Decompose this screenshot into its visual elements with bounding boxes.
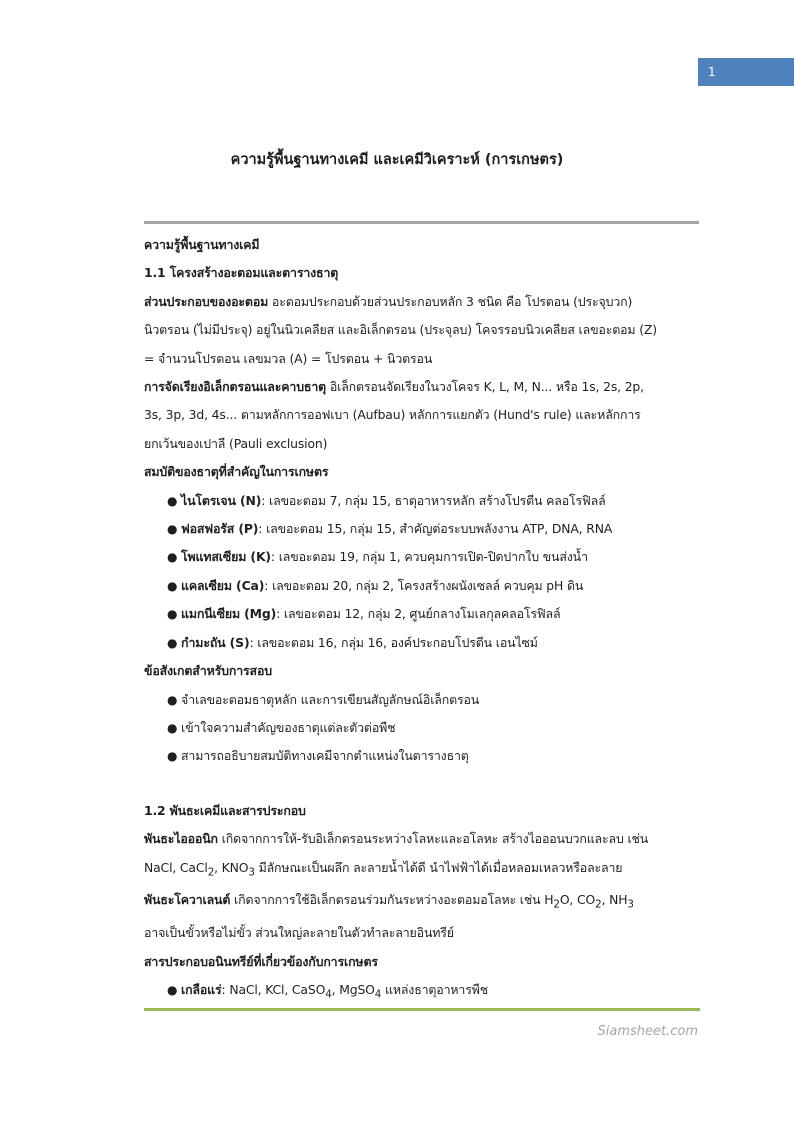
page-number-badge [698, 58, 794, 86]
term-label: ส่วนประกอบของอะตอม [144, 293, 269, 309]
subsection-heading-1-2: 1.2 พันธะเคมีและสารประกอบ [144, 802, 306, 818]
list-item: ● ไนโตรเจน (N): เลขอะตอม 7, กลุ่ม 15, ธาตุอาหารหลัก สร้างโปรตีน คลอโรฟิลล์ [144, 487, 704, 515]
document-title: ความรู้พื้นฐานทางเคมี และเคมีวิเคราะห์ (การเกษตร) [230, 152, 564, 168]
bullet-icon: ● [167, 607, 178, 622]
list-item: ● โพแทสเซียม (K): เลขอะตอม 19, กลุ่ม 1, ควบคุมการเปิด-ปิดปากใบ ขนส่งน้ำ [144, 543, 704, 571]
document-body [144, 231, 704, 1009]
list-item: ● เข้าใจความสำคัญของธาตุแต่ละตัวต่อพืช [144, 714, 704, 742]
covalent-bond-paragraph: พันธะโควาเลนต์ เกิดจากการใช้อิเล็กตรอนร่วมกันระหว่างอะตอมอโลหะ เช่น $H_2O$, $CO_2$, $NH_3$ อาจเป็นขั้วหรือไม่ขั้ว ส่วนใหญ่ละลายในตัวทำละลายอินทรีย์ [144, 892, 634, 941]
exam-notes-list [144, 686, 704, 771]
bullet-icon: ● [167, 635, 178, 650]
term-label: พันธะโควาเลนต์ [144, 892, 231, 908]
electron-configuration-paragraph: การจัดเรียงอิเล็กตรอนและคาบธาตุ อิเล็กตรอนจัดเรียงในวงโคจร K, L, M, N... หรือ 1s, 2s, 2p, 3s, 3p, 3d, 4s... ตามหลักการออฟเบา (Aufbau) หลักการแยกตัว (Hund's rule) และหลักการ ยกเว้นของเปาลี (Pauli exclusion) [144, 379, 644, 451]
bullet-icon: ● [167, 749, 178, 764]
elements-heading: สมบัติของธาตุที่สำคัญในการเกษตร [144, 464, 329, 480]
inorganic-compounds-heading: สารประกอบอนินทรีย์ที่เกี่ยวข้องกับการเกษตร [144, 953, 378, 969]
term-label: พันธะไอออนิก [144, 831, 218, 847]
elements-list [144, 487, 704, 657]
footer-divider [144, 1008, 700, 1011]
list-item: ● แคลเซียม (Ca): เลขอะตอม 20, กลุ่ม 2, โครงสร้างผนังเซลล์ ควบคุม pH ดิน [144, 572, 704, 600]
title-divider [144, 221, 699, 224]
bullet-icon: ● [167, 578, 178, 593]
list-item: ● แมกนีเซียม (Mg): เลขอะตอม 12, กลุ่ม 2, ศูนย์กลางโมเลกุลคลอโรฟิลล์ [144, 600, 704, 628]
list-item: ● กำมะถัน (S): เลขอะตอม 16, กลุ่ม 16, องค์ประกอบโปรตีน เอนไซม์ [144, 629, 704, 657]
list-item: ● ฟอสฟอรัส (P): เลขอะตอม 15, กลุ่ม 15, สำคัญต่อระบบพลังงาน ATP, DNA, RNA [144, 515, 704, 543]
bullet-icon: ● [167, 493, 178, 508]
bullet-icon: ● [167, 720, 178, 735]
inorganic-compounds-list [144, 976, 704, 1009]
section-spacer [144, 771, 704, 797]
bullet-icon: ● [167, 983, 178, 998]
section-heading: ความรู้พื้นฐานทางเคมี [144, 237, 260, 252]
list-item: ● จำเลขอะตอมธาตุหลัก และการเขียนสัญลักษณ์อิเล็กตรอน [144, 686, 704, 714]
page-number: 1 [708, 65, 716, 79]
bullet-icon: ● [167, 522, 178, 537]
subsection-heading-1-1: 1.1 โครงสร้างอะตอมและตารางธาตุ [144, 265, 339, 281]
list-item: ● เกลือแร่: NaCl, KCl, CaSO$_4$, MgSO$_4$ แหล่งธาตุอาหารพืช [144, 976, 704, 1009]
bullet-icon: ● [167, 550, 178, 565]
atom-components-paragraph: ส่วนประกอบของอะตอม อะตอมประกอบด้วยส่วนประกอบหลัก 3 ชนิด คือ โปรตอน (ประจุบวก) นิวตรอน (ไม่มีประจุ) อยู่ในนิวเคลียส และอิเล็กตรอน (ประจุลบ) โคจรรอบนิวเคลียส เลขอะตอม (Z) = จำนวนโปรตอน เลขมวล (A) = โปรตอน + นิวตรอน [144, 293, 657, 366]
ionic-bond-paragraph: พันธะไอออนิก เกิดจากการให้-รับอิเล็กตรอนระหว่างโลหะและอโลหะ สร้างไอออนบวกและลบ เช่น NaCl, CaCl$_2$, $KNO_3$ มีลักษณะเป็นผลึก ละลายน้ำได้ดี นำไฟฟ้าได้เมื่อหลอมเหลวหรือละลาย [144, 831, 649, 878]
exam-notes-heading: ข้อสังเกตสำหรับการสอบ [144, 663, 272, 679]
term-label: การจัดเรียงอิเล็กตรอนและคาบธาตุ [144, 379, 327, 395]
bullet-icon: ● [167, 692, 178, 707]
list-item: ● สามารถอธิบายสมบัติทางเคมีจากตำแหน่งในตารางธาตุ [144, 742, 704, 770]
footer-brand: Siamsheet.com [597, 1024, 698, 1039]
